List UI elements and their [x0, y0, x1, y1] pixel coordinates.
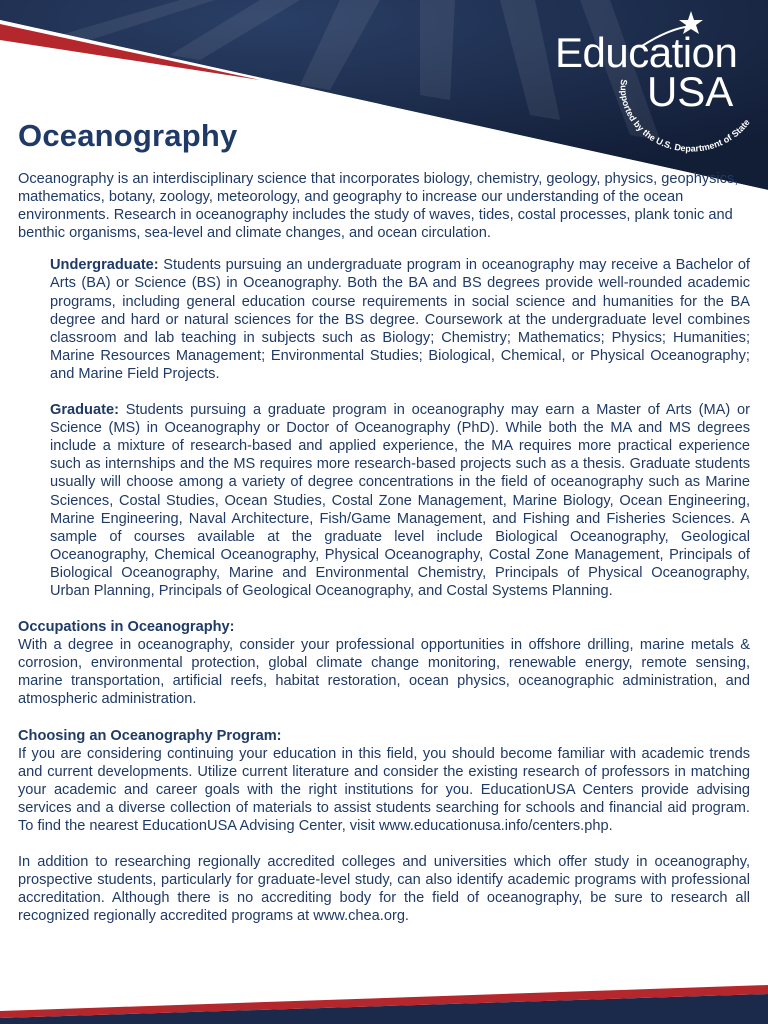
intro-text: Oceanography is an interdisciplinary science that incorporates biology, chemistry, geology, physics, geophysics, mathematics, botany, zoology, meteorology, and geography to increase our understanding of the ocean environments. Research in oceanography includes the study of waves, tides, costal processes, plank tonic and benthic organisms, sea-level and climate changes, and ocean circulation.: [18, 171, 739, 242]
graduate-label: Graduate:: [50, 402, 119, 419]
occupations-heading: Occupations in Oceanography:: [18, 619, 235, 636]
occupations-text: With a degree in oceanography, consider your professional opportunities in offshore drilling, marine metals & corrosion, environmental protection, global climate change monitoring, renewable energy, remote sensing, marine transportation, artificial reefs, habitat restoration, ocean physics, oceanographic administration, and atmospheric administration.: [18, 637, 750, 708]
logo-line2: USA: [646, 68, 734, 115]
undergraduate-paragraph: [18, 256, 750, 383]
logo-tagline: [600, 55, 768, 165]
undergraduate-text: Students pursuing an undergraduate program in oceanography may receive a Bachelor of Arts (BA) or Science (BS) in Oceanography. Both the BA and BS degrees provide well-rounded academic programs, including general education course requirements in social science and humanities for the BA degree and hard or natural sciences for the BS degree. Coursework at the undergraduate level combines classroom and lab teaching in subjects such as Biology; Chemistry; Mathematics; Physics; Humanities; Marine Resources Management; Environmental Studies; Biological, Chemical, or Physical Oceanography; and Marine Field Projects.: [50, 257, 750, 382]
choosing-text: If you are considering continuing your education in this field, you should become familiar with academic trends and current developments. Utilize current literature and consider the existing research of professors in matching your academic and career goals with the right institutions for you. EducationUSA Centers provide advising services and a diverse collection of materials to assist students searching for schools and financial aid program. To find the nearest EducationUSA Advising Center, visit www.educationusa.info/centers.php.: [18, 745, 750, 834]
undergraduate-label: Undergraduate:: [50, 257, 159, 274]
svg-text:Supported by the U.S. Departme: [619, 79, 752, 154]
accreditation-text: In addition to researching regionally accredited colleges and universities which offer study in oceanography, prospective students, particularly for graduate-level study, can also identify academic programs with professional accreditation. Although there is no accrediting body for the field of oceanography, be sure to research all recognized regionally accredited programs at www.chea.org.: [18, 854, 750, 925]
document-body: [18, 170, 750, 925]
logo-tagline-text: Supported by the U.S. Department of State: [618, 78, 752, 154]
logo-line1: Education: [555, 29, 738, 76]
intro-paragraph: [18, 170, 739, 242]
graduate-text: Students pursuing a graduate program in oceanography may earn a Master of Arts (MA) or Science (MS) in Oceanography or Doctor of Oceanography (PhD). While both the MA and MS degrees include a mixture of research-based and applied experience, the MA requires more practical experience such as internships and the MS requires more research-based projects such as a thesis. Graduate students usually will choose among a variety of degree concentrations in the field of oceanography such as Marine Sciences, Costal Studies, Ocean Studies, Costal Zone Management, Marine Biology, Ocean Engineering, Marine Engineering, Naval Architecture, Fish/Game Management, and Fishing and Fisheries Sciences. A sample of courses available at the graduate level include Biological Oceanography, Geological Oceanography, Chemical Oceanography, Physical Oceanography, Costal Zone Management, Principals of Biological Oceanography, Marine and Environmental Chemistry, Principals of Physical Oceanography, Urban Planning, Principals of Geological Oceanography, and Costal Systems Planning.: [50, 402, 750, 599]
choosing-heading: Choosing an Oceanography Program:: [18, 727, 282, 744]
graduate-paragraph: [18, 401, 750, 600]
page-title: Oceanography: [18, 118, 238, 153]
footer-band: [0, 984, 768, 1024]
